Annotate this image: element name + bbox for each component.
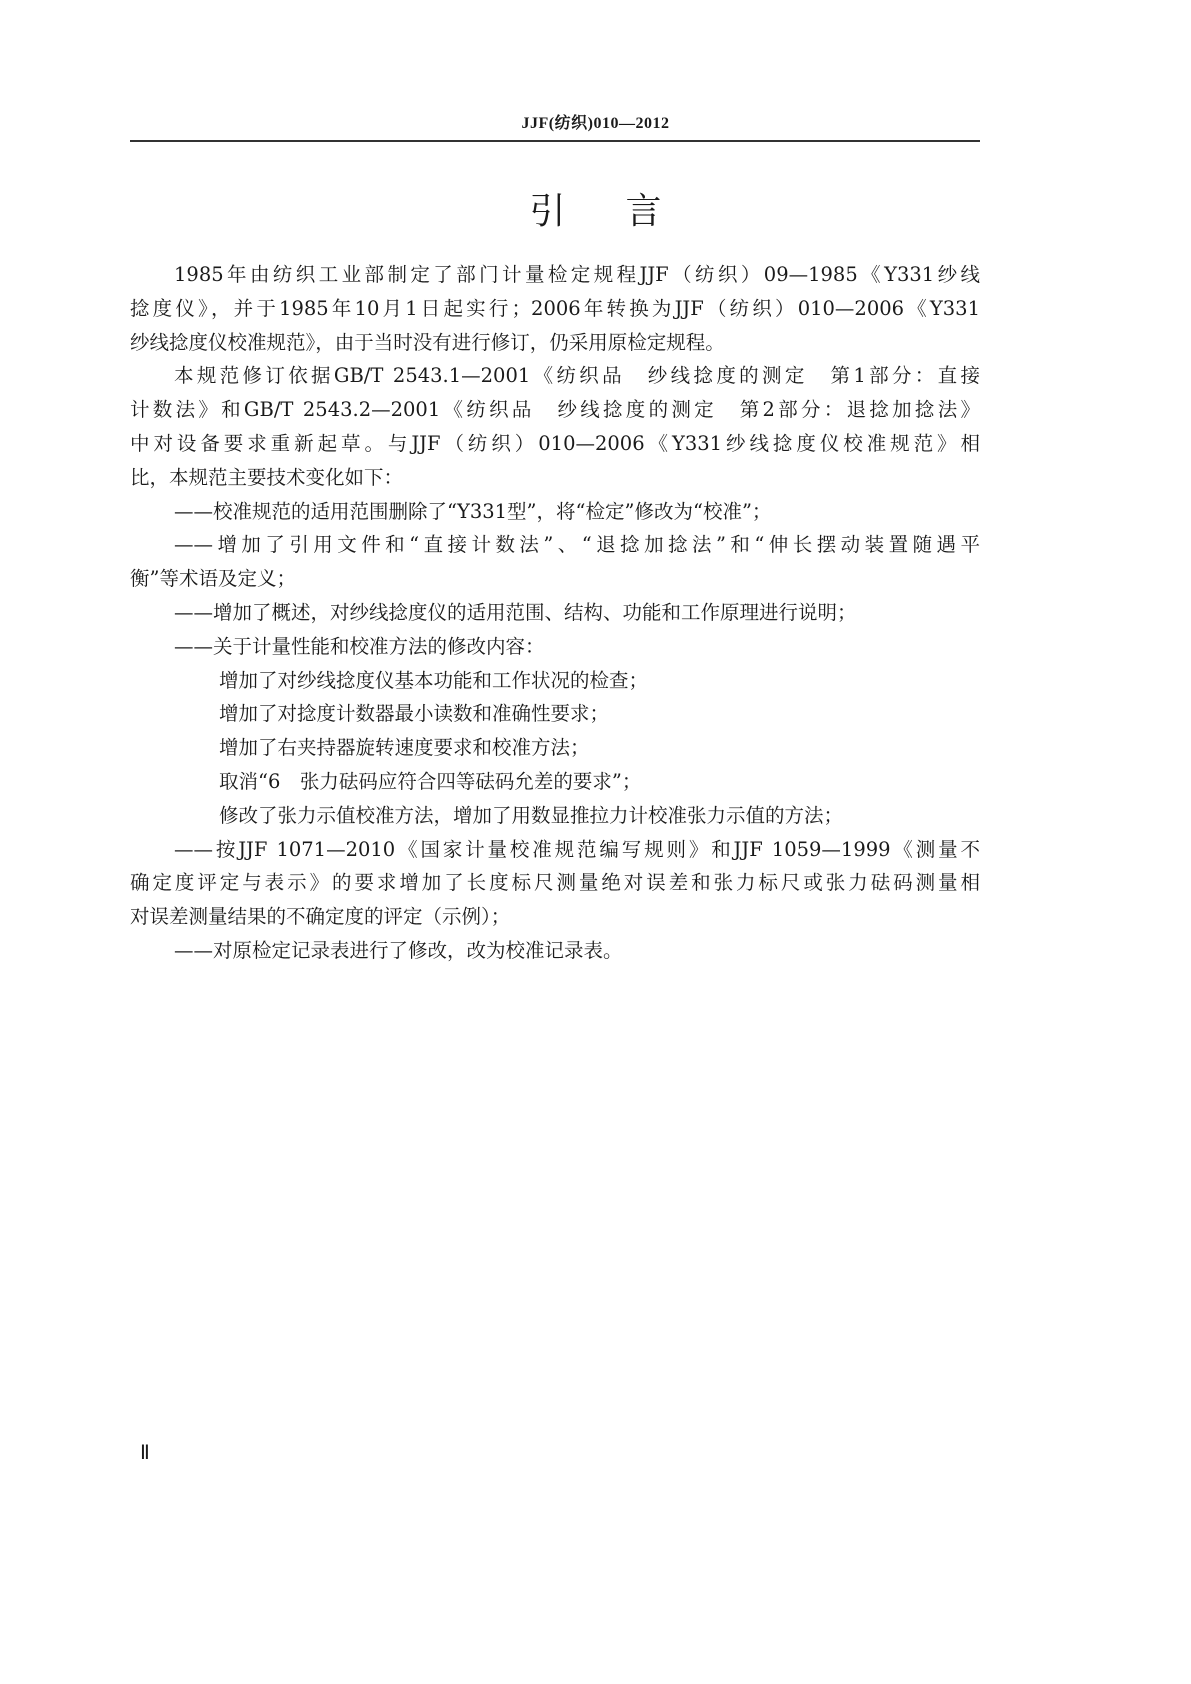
- text-line: 确定度评定与表示》的要求增加了长度标尺测量绝对误差和张力标尺或张力砝码测量相: [130, 871, 980, 895]
- header-divider: [130, 140, 980, 142]
- text-line: 捻度仪》，并于1985年10月1日起实行；2006年转换为JJF（纺织）010—2006《Y331: [130, 296, 980, 320]
- text-line: ——增加了引用文件和“直接计数法”、“退捻加捻法”和“伸长摆动装置随遇平: [174, 533, 980, 557]
- text-line: 增加了对捻度计数器最小读数和准确性要求；: [219, 702, 610, 726]
- text-line: 修改了张力示值校准方法，增加了用数显推拉力计校准张力示值的方法；: [219, 803, 844, 827]
- text-line: 计数法》和GB/T 2543.2—2001《纺织品 纱线捻度的测定 第2部分：退捻加捻法》: [130, 398, 980, 422]
- document-body: [130, 258, 980, 968]
- text-line: ——按JJF 1071—2010《国家计量校准规范编写规则》和JJF 1059—1999《测量不: [174, 837, 980, 861]
- text-line: 纱线捻度仪校准规范》，由于当时没有进行修订，仍采用原检定规程。: [130, 330, 725, 354]
- text-line: 本规范修订依据GB/T 2543.1—2001《纺织品 纱线捻度的测定 第1部分：直接: [174, 364, 980, 388]
- text-line: ——校准规范的适用范围删除了“Y331型”，将“检定”修改为“校准”；: [174, 499, 772, 523]
- document-code-header: JJF(纺织)010—2012: [521, 115, 670, 132]
- text-line: 对误差测量结果的不确定度的评定（示例）；: [130, 905, 511, 929]
- text-line: ——增加了概述，对纱线捻度仪的适用范围、结构、功能和工作原理进行说明；: [174, 600, 857, 624]
- text-line: ——对原检定记录表进行了修改，改为校准记录表。: [174, 938, 623, 962]
- text-line: 1985年由纺织工业部制定了部门计量检定规程JJF（纺织）09—1985《Y331纱线: [174, 263, 980, 286]
- text-line: 增加了右夹持器旋转速度要求和校准方法；: [219, 736, 590, 760]
- text-line: 中对设备要求重新起草。与JJF（纺织）010—2006《Y331纱线捻度仪校准规范》相: [130, 431, 980, 455]
- page-number: Ⅱ: [140, 1442, 150, 1464]
- text-line: 衡”等术语及定义；: [130, 567, 296, 591]
- text-line: 增加了对纱线捻度仪基本功能和工作状况的检查；: [219, 668, 649, 692]
- text-line: 取消“6 张力砝码应符合四等砝码允差的要求”；: [219, 769, 642, 793]
- text-line: 比，本规范主要技术变化如下：: [130, 465, 404, 489]
- text-line: ——关于计量性能和校准方法的修改内容：: [174, 634, 545, 658]
- page-title: 引言: [529, 191, 722, 232]
